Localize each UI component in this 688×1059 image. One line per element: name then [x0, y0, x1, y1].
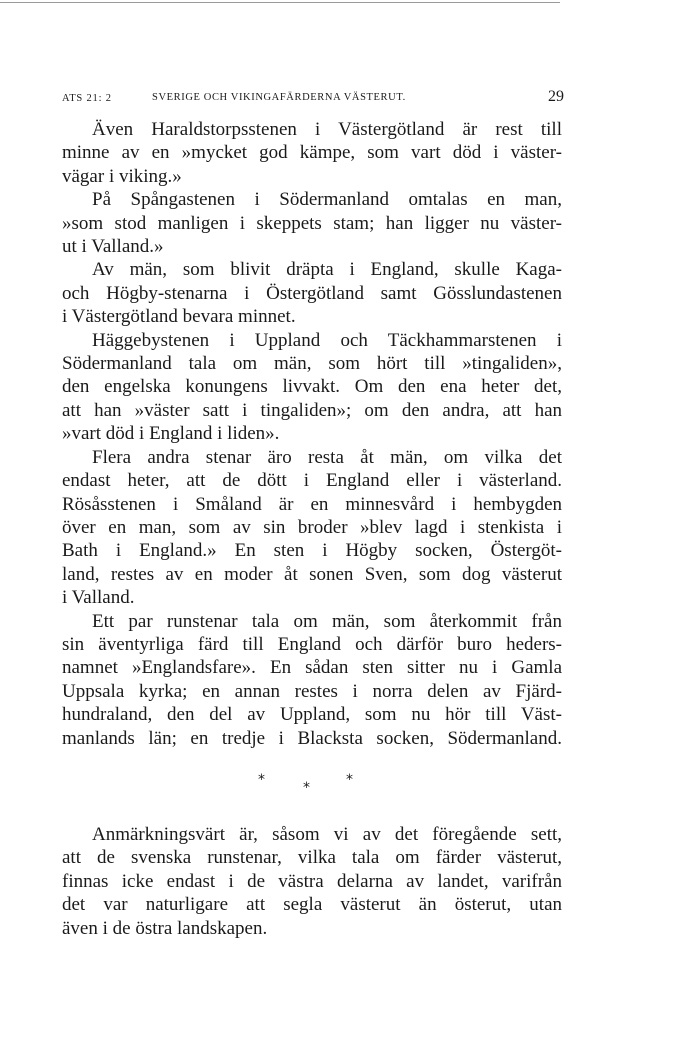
text-line: Flera andra stenar äro resta åt män, om vilka det — [92, 446, 562, 468]
text-line: finnas icke endast i de västra delarna av landet, varifrån — [62, 870, 562, 892]
text-line: Rösåsstenen i Småland är en minnesvård i hembygden — [62, 493, 562, 515]
series-label: ATS 21: 2 — [62, 93, 112, 104]
text-line: och Högby-stenarna i Östergötland samt Gösslundastenen — [62, 282, 562, 304]
text-line: namnet »Englandsfare». En sådan sten sitter nu i Gamla — [62, 657, 562, 679]
asterisk-glyph: * — [303, 780, 310, 796]
text-line: Ett par runstenar tala om män, som återkommit från — [92, 610, 562, 632]
text-line: att han »väster satt i tingaliden»; om den andra, att han — [62, 399, 562, 421]
text-line: »som stod manligen i skeppets stam; han ligger nu väster- — [62, 212, 562, 234]
page-number: 29 — [548, 88, 564, 105]
text-line: På Spångastenen i Södermanland omtalas en man, — [92, 189, 562, 211]
text-line: att de svenska runstenar, vilka tala om färder västerut, — [62, 847, 562, 869]
text-line: Bath i England.» En sten i Högby socken, Östergöt- — [62, 540, 562, 562]
text-line: Anmärkningsvärt är, såsom vi av det föregående sett, — [92, 824, 562, 845]
page-edge-rule — [0, 2, 560, 3]
text-line: Södermanland tala om män, som hört till »tingaliden», — [62, 353, 562, 375]
text-line: Även Haraldstorpsstenen i Västergötland är rest till — [92, 119, 562, 140]
running-title: SVERIGE OCH VIKINGAFÄRDERNA VÄSTERUT. — [152, 92, 406, 103]
running-header — [62, 88, 564, 108]
text-line: endast heter, att de dött i England eller i västerland. — [62, 470, 562, 492]
text-line: Av män, som blivit dräpta i England, skulle Kaga- — [92, 259, 562, 281]
text-line: hundraland, den del av Uppland, som nu hör till Väst- — [62, 704, 562, 726]
text-line: minne av en »mycket god kämpe, som vart död i väster- — [62, 142, 562, 164]
text-line: manlands län; en tredje i Blacksta socken, Södermanland. — [62, 727, 562, 749]
text-line: även i de östra landskapen. — [62, 917, 268, 939]
text-line: sin äventyrliga färd till England och därför buro heders- — [62, 633, 562, 655]
closing-text — [62, 823, 562, 940]
text-line: Häggebystenen i Uppland och Täckhammarstenen i — [92, 329, 562, 351]
asterisk-glyph: * — [258, 772, 265, 788]
text-line: Uppsala kyrka; en annan restes i norra delen av Fjärd- — [62, 680, 562, 702]
main-text — [62, 118, 562, 750]
text-line: i Västergötland bevara minnet. — [62, 306, 296, 328]
text-line: över en man, som av sin broder »blev lagd i stenkista i — [62, 516, 562, 538]
text-line: den engelska konungens livvakt. Om den ena heter det, — [62, 376, 562, 398]
text-line: land, restes av en moder åt sonen Sven, som dog västerut — [62, 563, 562, 585]
text-line: ut i Valland.» — [62, 236, 164, 258]
text-line: det var naturligare att segla västerut än österut, utan — [62, 894, 562, 916]
section-break-asterism — [252, 772, 362, 802]
asterisk-glyph: * — [346, 772, 353, 788]
text-line: vägar i viking.» — [62, 165, 182, 187]
text-line: i Valland. — [62, 587, 135, 609]
text-line: »vart död i England i liden». — [62, 423, 280, 445]
